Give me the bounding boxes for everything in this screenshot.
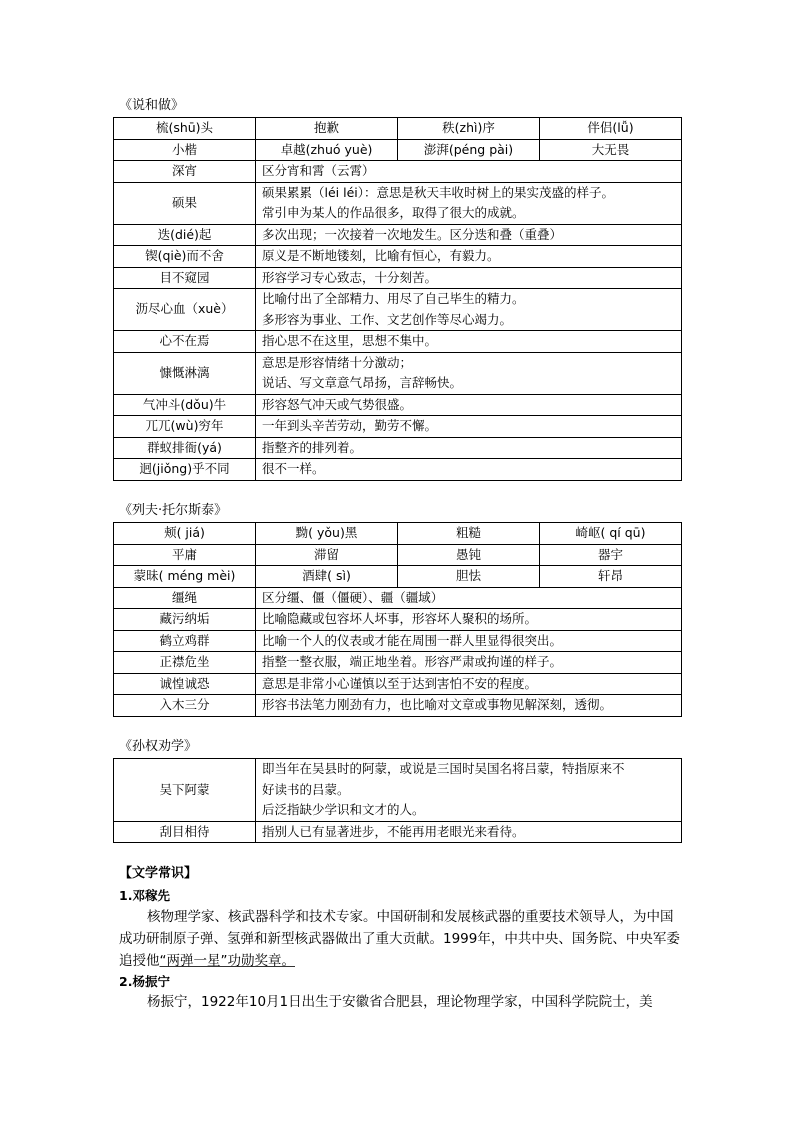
definition-line: 多次出现；一次接着一次地发生。区分迭和叠（重叠）: [262, 226, 563, 242]
definition-cell: [256, 437, 682, 459]
word-row: [114, 139, 682, 161]
word-cell: 卓越(zhuó yuè): [256, 139, 398, 161]
literature-item-yang-zhenning-title: 2.杨振宁: [119, 974, 170, 989]
term-cell: 心不在焉: [114, 331, 256, 353]
definition-line: 指心思不在这里，思想不集中。: [262, 333, 438, 348]
word-cell: 胆怯: [398, 566, 540, 588]
word-cell: 伴侣(lǚ): [540, 118, 682, 140]
term-row: [114, 331, 682, 353]
definition-cell: [256, 587, 682, 609]
term-row: [114, 587, 682, 609]
term-row: [114, 267, 682, 289]
definition-cell: [256, 609, 682, 631]
word-cell: 抱歉: [256, 118, 398, 140]
term-cell: 迭(dié)起: [114, 224, 256, 246]
term-cell: 正襟危坐: [114, 652, 256, 674]
definition-cell: [256, 352, 682, 394]
definition-line: 原义是不断地镂刻，比喻有恒心，有毅力。: [262, 248, 500, 263]
word-cell: 粗糙: [398, 523, 540, 545]
section-title-shuo-he-zuo: 《说和做》: [119, 98, 185, 113]
definition-line: 一年到头辛苦劳动，勤劳不懈。: [262, 418, 438, 433]
term-row: [114, 652, 682, 674]
term-row: [114, 459, 682, 481]
definition-cell: [256, 182, 682, 224]
definition-line: 硕果累累（léi léi）：意思是秋天丰收时树上的果实茂盛的样子。: [262, 184, 614, 200]
term-cell: 慷慨淋漓: [114, 352, 256, 394]
definition-cell: [256, 267, 682, 289]
term-cell: 藏污纳垢: [114, 609, 256, 631]
definition-line: 形容书法笔力刚劲有力，也比喻对文章或事物见解深刻，透彻。: [262, 697, 613, 712]
definition-line: 形容怒气冲天或气势很盛。: [262, 396, 413, 412]
deng-text-medal: “两弹一星”功勋奖章。: [159, 953, 295, 969]
term-cell: 诚惶诚恐: [114, 673, 256, 695]
word-cell: 平庸: [114, 544, 256, 566]
word-cell: 颊( jiá): [114, 523, 256, 545]
term-row: [114, 695, 682, 717]
term-row: [114, 673, 682, 695]
term-cell: 兀兀(wù)穷年: [114, 416, 256, 438]
definition-cell: [256, 695, 682, 717]
word-cell: 黝( yǒu)黑: [256, 523, 398, 545]
word-cell: 小楷: [114, 139, 256, 161]
word-cell: 大无畏: [540, 139, 682, 161]
deng-text-main: 核物理学家、核武器科学和技术专家。中国研制和发展核武器的重要技术领导人，为中国成功研制原子弹、氢弹和新型核武器做出了重大贡献。1999年，中共中央、国务院、中央军委追授他: [119, 909, 680, 969]
word-row: [114, 523, 682, 545]
definition-line: 区分宵和霄（云霄）: [262, 163, 375, 178]
literature-item-deng-jiaxian-title: 1.邓稼先: [119, 888, 170, 903]
definition-line: 常引申为某人的作品很多，取得了很大的成就。: [262, 205, 525, 220]
term-row: [114, 182, 682, 224]
term-row: [114, 609, 682, 631]
term-row: [114, 246, 682, 268]
definition-line: 好读书的吕蒙。: [262, 781, 350, 797]
term-row: [114, 224, 682, 246]
definition-cell: [256, 331, 682, 353]
literature-item-yang-zhenning-text: 杨振宁，1922年10月1日出生于安徽省合肥县，理论物理学家，中国科学院院士，美: [147, 994, 653, 1010]
word-cell: 梳(shū)头: [114, 118, 256, 140]
word-cell: 滞留: [256, 544, 398, 566]
section-title-sun-quan: 《孙权劝学》: [119, 739, 198, 754]
definition-cell: [256, 161, 682, 183]
term-row: [114, 821, 682, 843]
word-cell: 器宇: [540, 544, 682, 566]
term-cell: 刮目相待: [114, 821, 256, 843]
vocab-table-tolstoy: [113, 522, 682, 717]
definition-line: 多形容为事业、工作、文艺创作等尽心竭力。: [262, 311, 513, 327]
definition-cell: [256, 416, 682, 438]
term-row: [114, 759, 682, 822]
term-cell: 沥尽心血（xuè）: [114, 289, 256, 331]
definition-line: 后泛指缺少学识和文才的人。: [262, 802, 425, 817]
word-cell: 愚钝: [398, 544, 540, 566]
definition-cell: [256, 673, 682, 695]
vocab-table-sun-quan: [113, 758, 682, 843]
definition-line: 比喻隐藏或包容坏人坏事，形容坏人聚积的场所。: [262, 611, 538, 626]
word-cell: 秩(zhì)序: [398, 118, 540, 140]
definition-cell: [256, 652, 682, 674]
definition-line: 比喻付出了全部精力、用尽了自己毕生的精力。: [262, 291, 525, 306]
term-row: [114, 394, 682, 416]
definition-line: 说话、写文章意气昂扬，言辞畅快。: [262, 375, 463, 390]
term-row: [114, 437, 682, 459]
word-cell: 轩昂: [540, 566, 682, 588]
term-cell: 群蚁排衙(yá): [114, 437, 256, 459]
word-cell: 澎湃(péng pài): [398, 139, 540, 161]
definition-line: 区分缰、僵（僵硬）、疆（疆域）: [262, 589, 444, 605]
definition-line: 即当年在吴县时的阿蒙，或说是三国时吴国名将吕蒙，特指原来不: [262, 761, 625, 776]
section-title-tolstoy: 《列夫·托尔斯泰》: [119, 503, 228, 518]
term-row: [114, 352, 682, 394]
definition-cell: [256, 759, 682, 822]
definition-cell: [256, 289, 682, 331]
definition-line: 很不一样。: [262, 461, 325, 476]
definition-line: 意思是形容情绪十分激动；: [262, 354, 413, 370]
word-row: [114, 118, 682, 140]
term-row: [114, 161, 682, 183]
definition-line: 比喻一个人的仪表或才能在周围一群人里显得很突出。: [262, 632, 563, 648]
term-row: [114, 289, 682, 331]
definition-cell: [256, 630, 682, 652]
word-cell: 蒙昧( méng mèi): [114, 566, 256, 588]
term-cell: 锲(qiè)而不舍: [114, 246, 256, 268]
term-cell: 迥(jiǒng)乎不同: [114, 459, 256, 481]
term-cell: 深宵: [114, 161, 256, 183]
literature-item-deng-jiaxian-text: [119, 906, 683, 972]
term-cell: 入木三分: [114, 695, 256, 717]
term-cell: 缰绳: [114, 587, 256, 609]
literature-heading: 【文学常识】: [119, 866, 198, 881]
word-cell: 崎岖( qí qū): [540, 523, 682, 545]
term-cell: 鹤立鸡群: [114, 630, 256, 652]
term-row: [114, 630, 682, 652]
definition-cell: [256, 224, 682, 246]
definition-cell: [256, 246, 682, 268]
term-cell: 吴下阿蒙: [114, 759, 256, 822]
definition-cell: [256, 394, 682, 416]
definition-line: 指整一整衣服，端正地坐着。形容严肃或拘谨的样子。: [262, 654, 563, 669]
term-row: [114, 416, 682, 438]
vocab-table-shuo-he-zuo: [113, 117, 682, 481]
definition-line: 意思是非常小心谨慎以至于达到害怕不安的程度。: [262, 675, 538, 691]
term-cell: 目不窥园: [114, 267, 256, 289]
term-cell: 气冲斗(dǒu)牛: [114, 394, 256, 416]
definition-line: 指整齐的排列着。: [262, 439, 363, 455]
definition-cell: [256, 821, 682, 843]
word-row: [114, 566, 682, 588]
word-cell: 酒肆( sì): [256, 566, 398, 588]
definition-line: 指别人已有显著进步，不能再用老眼光来看待。: [262, 823, 525, 839]
definition-line: 形容学习专心致志，十分刻苦。: [262, 269, 438, 285]
word-row: [114, 544, 682, 566]
definition-cell: [256, 459, 682, 481]
term-cell: 硕果: [114, 182, 256, 224]
